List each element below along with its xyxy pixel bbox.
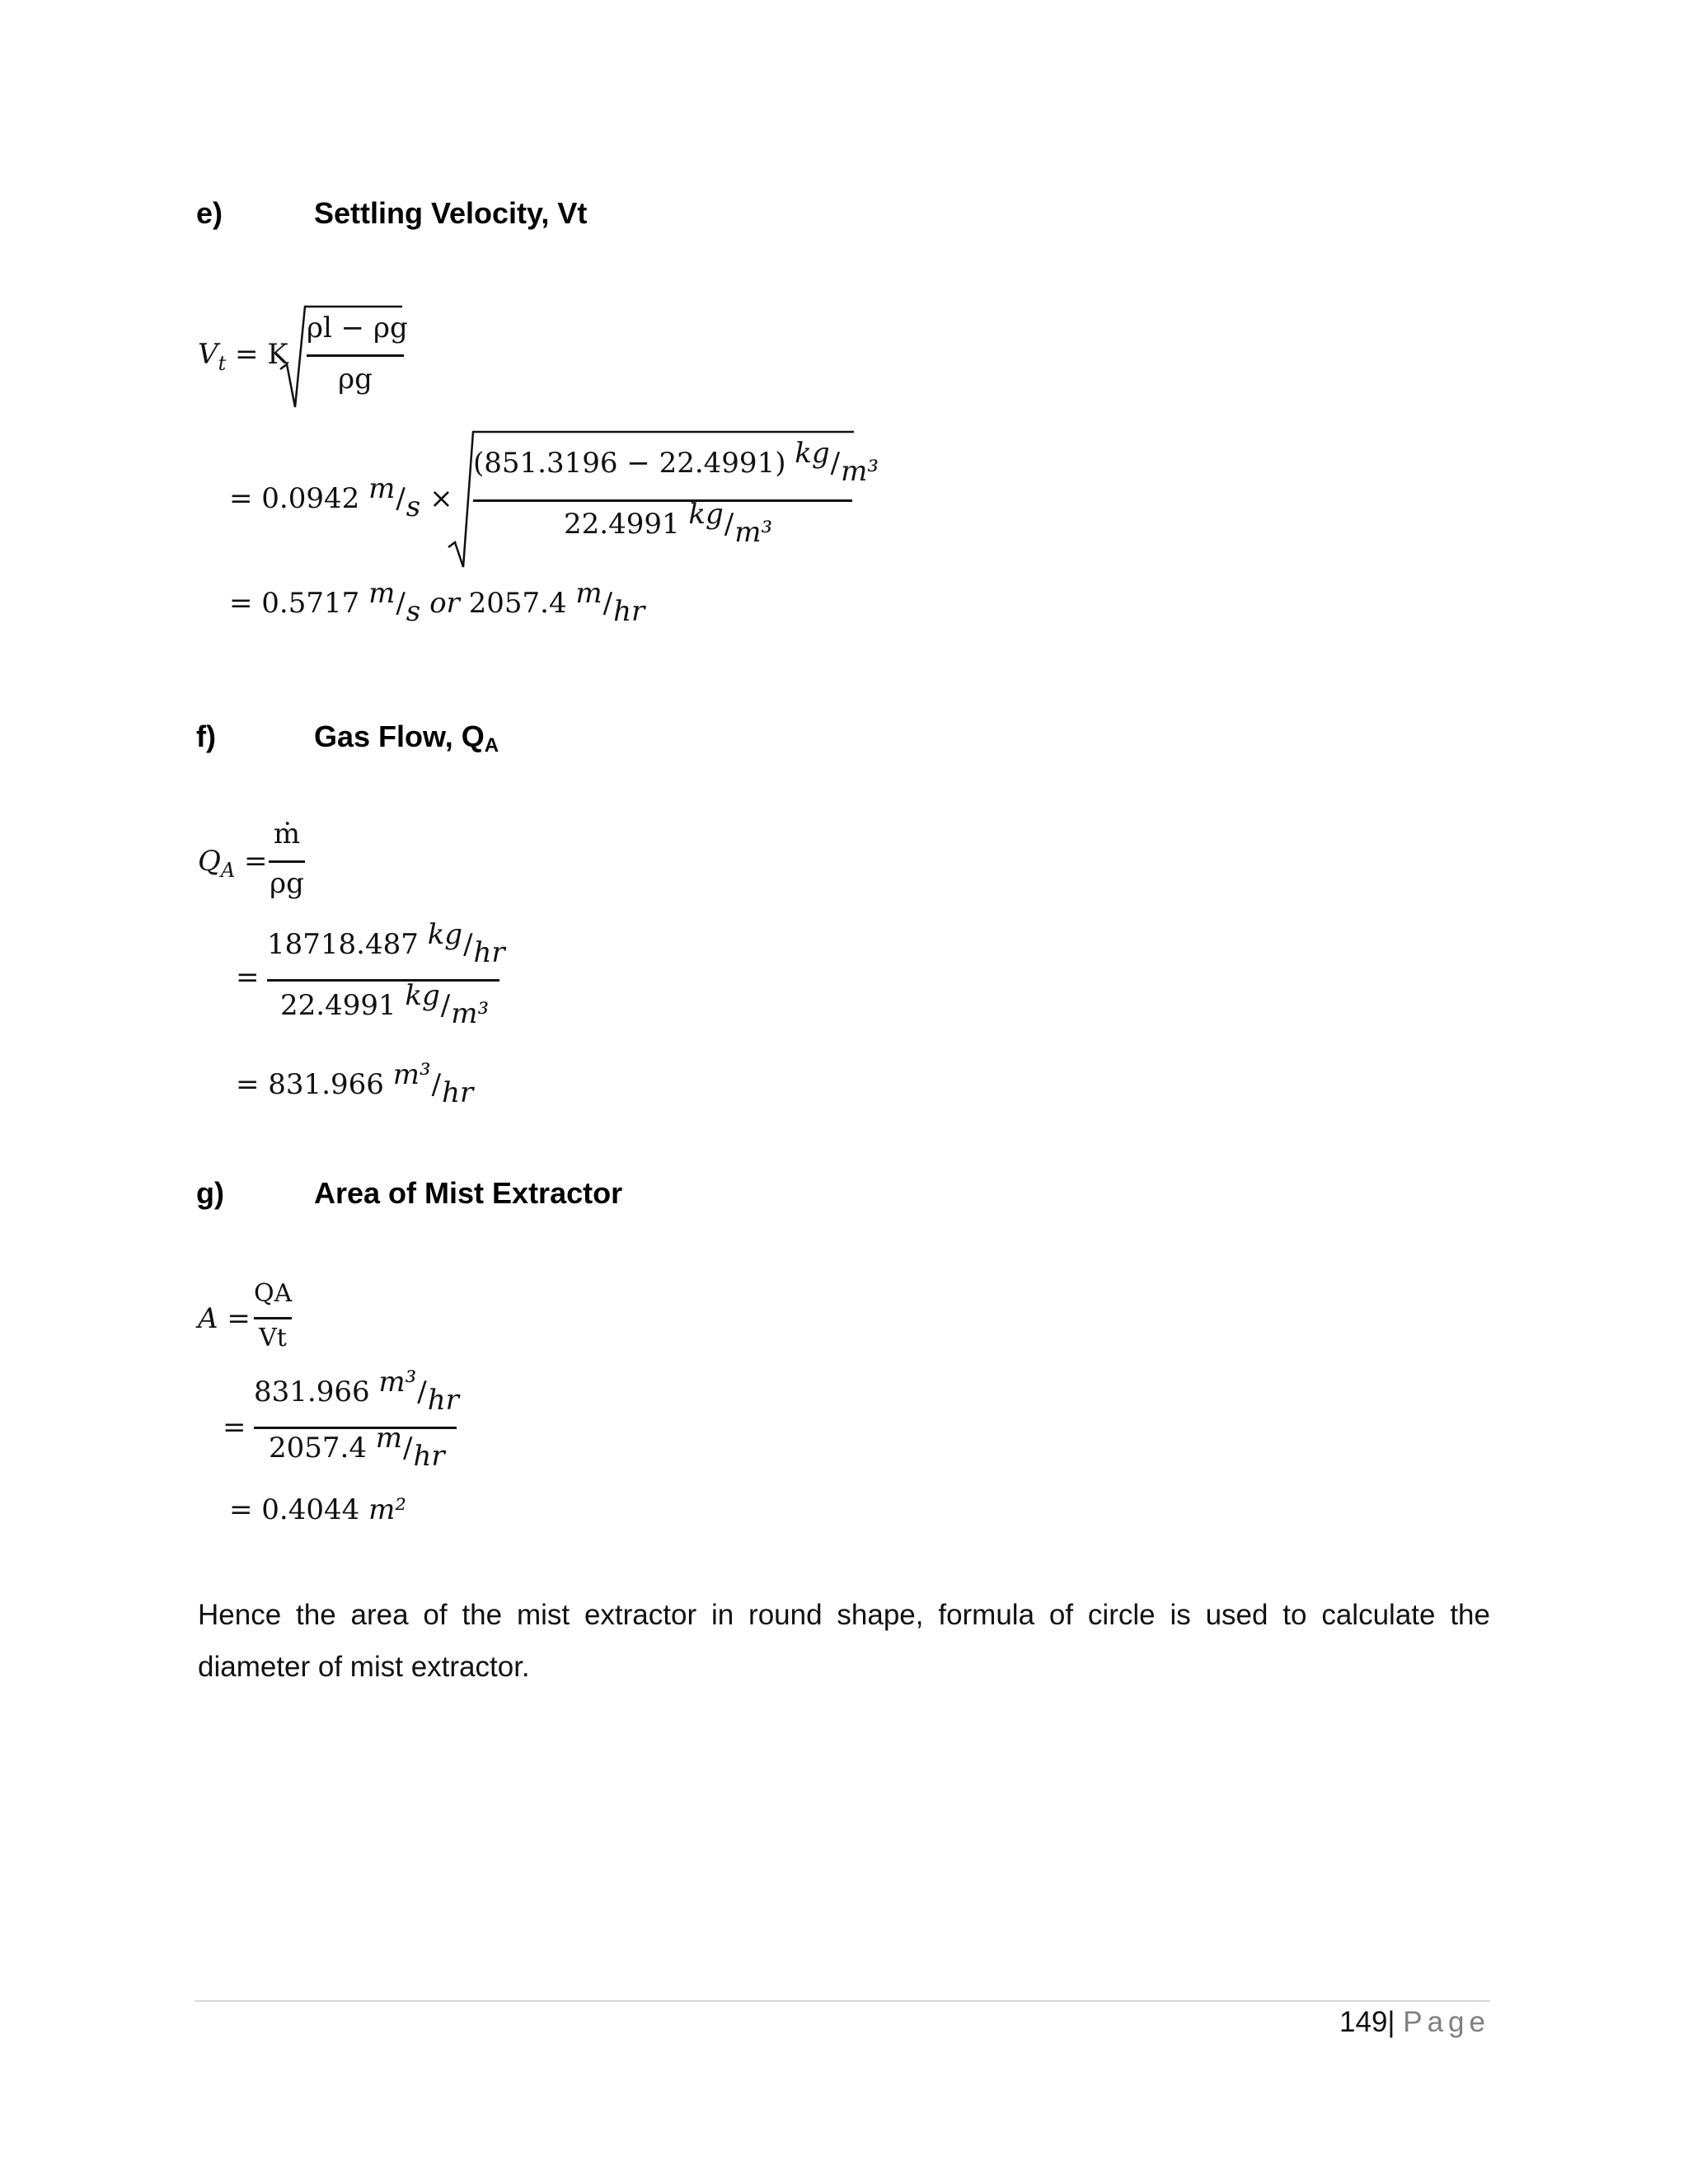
fraction-bar	[269, 860, 305, 863]
eq-g-fraction1-numerator: QA	[254, 1279, 293, 1308]
fraction-bar	[307, 354, 404, 357]
eq-f-fraction2-denominator: 22.4991 kg/m³	[280, 979, 490, 1030]
page-footer	[1339, 2006, 1490, 2039]
eq-f-fraction1	[269, 818, 305, 908]
eq-e-line2-fraction	[473, 437, 879, 562]
eq-e-radical-numerator: ρl − ρg	[307, 312, 408, 344]
section-g-label: g)	[196, 1176, 224, 1210]
eq-g-fraction1-denominator: Vt	[259, 1324, 287, 1352]
section-e-title: Settling Velocity, Vt	[314, 196, 588, 230]
eq-f-lhs: $Q_A$ =	[198, 845, 268, 882]
eq-e-line3: = 0.5717 m/s or 2057.4 m/hr	[229, 577, 645, 628]
eq-g-lhs: A =	[198, 1302, 251, 1335]
eq-e-lhs: $V_t = K$	[198, 338, 288, 375]
eq-g-result: = 0.4044 m²	[229, 1493, 406, 1526]
eq-e-radical-fraction	[307, 312, 408, 402]
page-label: Page	[1403, 2006, 1490, 2038]
eq-g-fraction2-denominator: 2057.4 m/hr	[269, 1422, 445, 1473]
eq-f-fraction2	[267, 918, 505, 1047]
eq-g-fraction2	[254, 1366, 459, 1488]
page-number: 149|	[1339, 2006, 1395, 2038]
fraction-bar	[267, 979, 499, 982]
eq-g-fraction1	[254, 1279, 292, 1361]
section-f-title: Gas Flow, QA	[314, 719, 499, 757]
eq-e-line2-denominator: 22.4991 kg/m³	[564, 498, 773, 549]
section-g-title: Area of Mist Extractor	[314, 1176, 623, 1210]
eq-f-fraction1-numerator: ṁ	[273, 818, 301, 851]
body-paragraph: Hence the area of the mist extractor in round shape, formula of circle is used to calculate the diameter of mist extractor.	[198, 1599, 1490, 1683]
fraction-bar	[473, 499, 852, 502]
eq-f-result: = 831.966 m³/hr	[236, 1058, 474, 1109]
eq-e-line2-prefix: = 0.0942 m/s ×	[229, 472, 453, 523]
fraction-bar	[254, 1427, 457, 1429]
fraction-bar	[254, 1317, 292, 1319]
footer-divider	[195, 2000, 1490, 2002]
eq-f-fraction1-denominator: ρg	[270, 867, 304, 900]
equals-sign: =	[223, 1411, 246, 1444]
section-f-label: f)	[196, 719, 216, 753]
equals-sign: =	[236, 961, 260, 994]
eq-e-line2-numerator: (851.3196 − 22.4991) kg/m³	[473, 437, 879, 488]
eq-g-fraction2-numerator: 831.966 m³/hr	[254, 1366, 459, 1417]
section-e-label: e)	[196, 196, 223, 230]
eq-e-radical-denominator: ρg	[338, 363, 373, 396]
eq-f-fraction2-numerator: 18718.487 kg/hr	[267, 918, 505, 969]
